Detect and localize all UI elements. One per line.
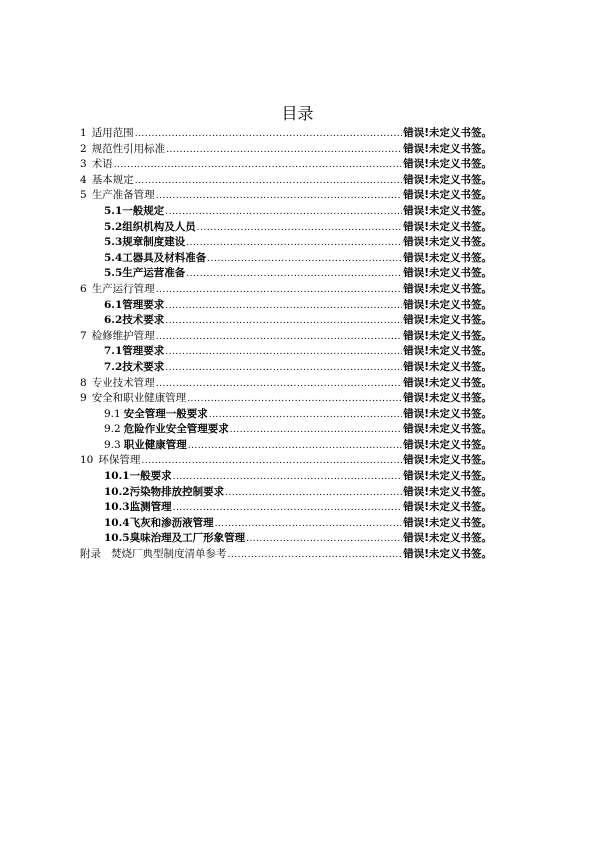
toc-entry-title: 工器具及材料准备 xyxy=(122,251,207,264)
toc-entry-title: 专业技术管理 xyxy=(91,376,155,389)
toc-entry-number: 1 xyxy=(80,127,87,139)
toc-entry-page: 错误!未定义书签。 xyxy=(403,282,492,295)
toc-subentry[interactable] xyxy=(80,469,492,485)
toc-entry-number: 9 xyxy=(80,392,87,405)
toc-dot-leader xyxy=(166,143,402,159)
toc-entry-page: 错误!未定义书签。 xyxy=(403,360,492,373)
toc-entry-title: 生产运营准备 xyxy=(122,267,186,280)
toc-entry-number: 9.1 xyxy=(104,407,121,420)
toc-entry-title: 安全管理一般要求 xyxy=(123,407,208,420)
toc-entry-page: 错误!未定义书签。 xyxy=(403,376,492,389)
toc-entry-number: 2 xyxy=(80,142,87,155)
toc-entry-number: 10.1 xyxy=(104,470,130,483)
toc-entry-title: 一般规定 xyxy=(122,204,165,217)
toc-subentry[interactable] xyxy=(80,298,492,314)
toc-entry[interactable] xyxy=(80,157,492,173)
toc-dot-leader xyxy=(173,501,403,517)
toc-entry-page: 错误!未定义书签。 xyxy=(403,392,492,405)
toc-entry-page: 错误!未定义书签。 xyxy=(403,158,492,171)
toc-entry[interactable] xyxy=(80,188,492,204)
toc-entry-title: 生产运行管理 xyxy=(91,282,155,295)
toc-entry-number: 9.2 xyxy=(104,423,121,436)
toc-entry-page: 错误!未定义书签。 xyxy=(403,423,492,436)
toc-subentry[interactable] xyxy=(80,235,492,251)
toc-entry-title: 检修维护管理 xyxy=(91,329,155,342)
toc-entry-page: 错误!未定义书签。 xyxy=(403,548,492,561)
toc-entry-page: 错误!未定义书签。 xyxy=(403,454,492,467)
toc-entry-number: 6.2 xyxy=(104,314,123,327)
toc-subentry[interactable] xyxy=(80,344,492,360)
toc-entry[interactable] xyxy=(80,453,492,469)
toc-entry-page: 错误!未定义书签。 xyxy=(403,438,492,451)
toc-entry-title: 污染物排放控制要求 xyxy=(129,485,225,498)
toc-dot-leader xyxy=(186,236,402,252)
toc-dot-leader xyxy=(173,470,403,486)
toc-entry-number: 6.1 xyxy=(104,298,123,311)
toc-entry-number: 10.3 xyxy=(104,501,130,514)
toc-entry-title: 一般要求 xyxy=(129,470,172,483)
toc-dot-leader xyxy=(165,361,402,377)
toc-dot-leader xyxy=(156,330,403,346)
toc-subentry[interactable] xyxy=(80,266,492,282)
toc-dot-leader xyxy=(188,439,403,455)
toc-dot-leader xyxy=(230,423,403,439)
toc-entry-number: 6 xyxy=(80,282,87,295)
toc-entry-number: 10.4 xyxy=(104,516,130,529)
toc-subentry[interactable] xyxy=(80,313,492,329)
toc-dot-leader xyxy=(135,174,403,190)
toc-entry-number: 5.4 xyxy=(104,251,123,264)
toc-entry-title: 术语 xyxy=(91,158,113,171)
toc-entry-page: 错误!未定义书签。 xyxy=(403,189,492,202)
toc-subentry[interactable] xyxy=(80,485,492,501)
toc-entry-title: 基本规定 xyxy=(91,173,134,186)
toc-entry-page: 错误!未定义书签。 xyxy=(403,173,492,186)
toc-dot-leader xyxy=(197,221,402,237)
toc-entry-title: 管理要求 xyxy=(122,298,165,311)
toc-entry-title: 监测管理 xyxy=(129,501,172,514)
toc-entry-title: 适用范围 xyxy=(91,127,134,139)
toc-subentry[interactable] xyxy=(80,220,492,236)
toc-entry-number: 10 xyxy=(80,454,94,467)
toc-dot-leader xyxy=(141,454,402,470)
toc-entry-number: 5 xyxy=(80,189,87,202)
toc-entry-page: 错误!未定义书签。 xyxy=(403,220,492,233)
toc-entry-page: 错误!未定义书签。 xyxy=(403,267,492,280)
toc-entry[interactable] xyxy=(80,126,492,142)
toc-entry-title: 组织机构及人员 xyxy=(122,220,196,233)
toc-entry-page: 错误!未定义书签。 xyxy=(403,127,492,139)
toc-entry[interactable] xyxy=(80,282,492,298)
toc-dot-leader xyxy=(209,408,403,424)
toc-subentry[interactable] xyxy=(80,531,492,547)
toc-dot-leader xyxy=(246,532,402,548)
toc-entry-number: 7.1 xyxy=(104,345,123,358)
toc-entry-title: 规范性引用标准 xyxy=(91,142,166,155)
toc-dot-leader xyxy=(165,205,402,221)
toc-entry-page: 错误!未定义书签。 xyxy=(403,329,492,342)
toc-entry-page: 错误!未定义书签。 xyxy=(403,485,492,498)
toc-dot-leader xyxy=(207,252,402,268)
toc-entry-title: 臭味治理及工厂形象管理 xyxy=(129,532,246,545)
toc-entry-page: 错误!未定义书签。 xyxy=(403,345,492,358)
toc-entry-title: 生产准备管理 xyxy=(91,189,155,202)
toc-dot-leader xyxy=(215,517,403,533)
toc-entry-page: 错误!未定义书签。 xyxy=(403,532,492,545)
toc-entry-number: 4 xyxy=(80,173,87,186)
toc-dot-leader xyxy=(114,158,403,174)
toc-dot-leader xyxy=(156,377,403,393)
toc-subentry[interactable] xyxy=(80,251,492,267)
toc-dot-leader xyxy=(225,486,402,502)
toc-entry-page: 错误!未定义书签。 xyxy=(403,470,492,483)
toc-entry-title: 安全和职业健康管理 xyxy=(91,392,187,405)
toc-dot-leader xyxy=(165,345,402,361)
toc-entry-title: 技术要求 xyxy=(122,360,165,373)
toc-entry-page: 错误!未定义书签。 xyxy=(403,298,492,311)
toc-entry-number: 5.5 xyxy=(104,267,123,280)
toc-subentry[interactable] xyxy=(80,360,492,376)
toc-dot-leader xyxy=(156,283,403,299)
toc-entry-title: 危险作业安全管理要求 xyxy=(123,423,229,436)
toc-entry-number: 8 xyxy=(80,376,87,389)
toc-subentry[interactable] xyxy=(80,407,492,423)
toc-entry-number: 10.2 xyxy=(104,485,130,498)
toc-entry-title: 飞灰和渗沥液管理 xyxy=(129,516,214,529)
toc-entry-number: 附录 xyxy=(80,548,101,561)
toc-entry-number: 7.2 xyxy=(104,360,123,373)
toc-subentry[interactable] xyxy=(80,204,492,220)
toc-dot-leader xyxy=(187,392,402,408)
toc-entry[interactable] xyxy=(80,173,492,189)
toc-entry-number: 3 xyxy=(80,158,87,171)
toc-dot-leader xyxy=(186,267,402,283)
toc-title: 目录 xyxy=(281,104,314,123)
toc-entry-number: 9.3 xyxy=(104,438,121,451)
toc-entry-number: 7 xyxy=(80,329,87,342)
toc-entry-number: 5.1 xyxy=(104,204,123,217)
toc-subentry[interactable] xyxy=(80,438,492,454)
toc-entry-appendix[interactable] xyxy=(80,547,492,563)
toc-entry-page: 错误!未定义书签。 xyxy=(403,204,492,217)
toc-entry[interactable] xyxy=(80,142,492,158)
toc-entry[interactable] xyxy=(80,329,492,345)
toc-dot-leader xyxy=(156,189,403,205)
toc-entry-page: 错误!未定义书签。 xyxy=(403,142,492,155)
toc-entry-number: 5.3 xyxy=(104,236,123,249)
toc-entry-title: 焚烧厂典型制度清单参考 xyxy=(111,548,227,561)
toc-entry-page: 错误!未定义书签。 xyxy=(403,501,492,514)
toc-entry[interactable] xyxy=(80,391,492,407)
toc-entry-page: 错误!未定义书签。 xyxy=(403,251,492,264)
toc-entry-page: 错误!未定义书签。 xyxy=(403,516,492,529)
toc-dot-leader xyxy=(135,127,403,143)
toc-dot-leader xyxy=(165,314,402,330)
toc-entry-title: 职业健康管理 xyxy=(123,438,187,451)
toc-entry-number: 10.5 xyxy=(104,532,130,545)
toc-entry-number: 5.2 xyxy=(104,220,123,233)
toc-entry-page: 错误!未定义书签。 xyxy=(403,314,492,327)
toc-entry-title: 规章制度建设 xyxy=(122,236,186,249)
toc-entry-title: 管理要求 xyxy=(122,345,165,358)
toc-entry-title: 环保管理 xyxy=(98,454,141,467)
toc-entry[interactable] xyxy=(80,376,492,392)
toc-entry-title: 技术要求 xyxy=(122,314,165,327)
toc-entry-page: 错误!未定义书签。 xyxy=(403,236,492,249)
toc-subentry[interactable] xyxy=(80,500,492,516)
toc-dot-leader xyxy=(165,299,402,315)
toc-subentry[interactable] xyxy=(80,422,492,438)
toc-dot-leader xyxy=(228,548,403,564)
toc-subentry[interactable] xyxy=(80,516,492,532)
table-of-contents xyxy=(80,126,492,563)
toc-entry-page: 错误!未定义书签。 xyxy=(403,407,492,420)
